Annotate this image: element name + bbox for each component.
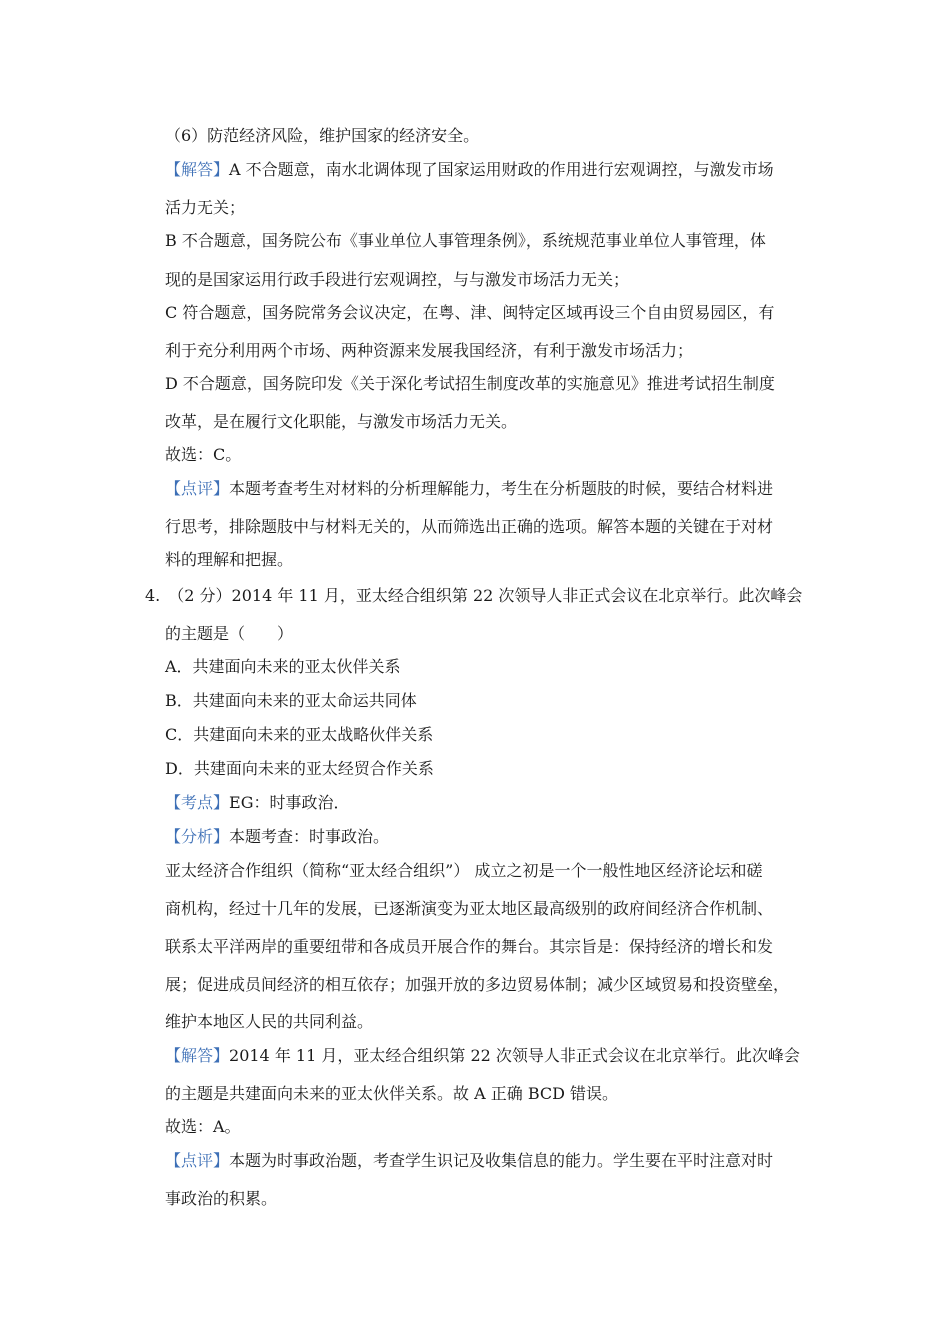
q4-answer-line-1: 【解答】2014 年 11 月，亚太经合组织第 22 次领导人非正式会议在北京举行。此次峰会	[165, 1046, 800, 1065]
prev-comment-line-3: 料的理解和把握。	[165, 550, 294, 569]
exam-point: 【考点】EG：时事政治．	[165, 793, 350, 812]
prev-point-6: （6）防范经济风险，维护国家的经济安全。	[165, 126, 480, 145]
analysis-line-4: 展；促进成员间经济的相互依存；加强开放的多边贸易体制；减少区域贸易和投资壁垒，	[165, 975, 790, 994]
question-number: 4.	[145, 586, 161, 605]
option-a: A．共建面向未来的亚太伙伴关系	[165, 657, 401, 676]
analysis-tag: 【分析】	[165, 827, 230, 846]
option-d: D．共建面向未来的亚太经贸合作关系	[165, 759, 434, 778]
analysis-heading: 【分析】本题考查：时事政治。	[165, 827, 390, 846]
prev-answer-line-4: 现的是国家运用行政手段进行宏观调控，与与激发市场活力无关；	[165, 270, 630, 289]
point-tag: 【考点】	[165, 793, 230, 812]
prev-comment-line-1: 【点评】本题考查考生对材料的分析理解能力，考生在分析题肢的时候，要结合材料进	[165, 479, 774, 498]
comment-tag: 【点评】	[165, 479, 230, 498]
comment-tag: 【点评】	[165, 1151, 230, 1170]
q4-choice: 故选：A。	[165, 1117, 241, 1136]
prev-comment-line-2: 行思考，排除题肢中与材料无关的，从而筛选出正确的选项。解答本题的关键在于对材	[165, 517, 774, 536]
analysis-line-2: 商机构，经过十几年的发展，已逐渐演变为亚太地区最高级别的政府间经济合作机制、	[165, 899, 774, 918]
answer-tag: 【解答】	[165, 160, 230, 179]
question-4-stem-line-1: 4. （2 分）2014 年 11 月，亚太经合组织第 22 次领导人非正式会议在北京举行。此次峰会	[145, 586, 803, 605]
analysis-line-1: 亚太经济合作组织（简称“亚太经合组织”） 成立之初是一个一般性地区经济论坛和磋	[165, 861, 763, 880]
prev-answer-line-6: 利于充分利用两个市场、两种资源来发展我国经济，有利于激发市场活力；	[165, 341, 694, 360]
option-c: C．共建面向未来的亚太战略伙伴关系	[165, 725, 434, 744]
q4-comment-line-1: 【点评】本题为时事政治题，考查学生识记及收集信息的能力。学生要在平时注意对时	[165, 1151, 774, 1170]
prev-answer-line-2: 活力无关；	[165, 198, 246, 217]
prev-choice: 故选：C。	[165, 445, 242, 464]
prev-answer-line-8: 改革，是在履行文化职能，与激发市场活力无关。	[165, 412, 518, 431]
q4-comment-line-2: 事政治的积累。	[165, 1189, 278, 1208]
q4-answer-line-2: 的主题是共建面向未来的亚太伙伴关系。故 A 正确 BCD 错误。	[165, 1084, 619, 1103]
prev-answer-line-3: B 不合题意，国务院公布《事业单位人事管理条例》，系统规范事业单位人事管理，体	[165, 231, 766, 250]
prev-answer-line-7: D 不合题意，国务院印发《关于深化考试招生制度改革的实施意见》推进考试招生制度	[165, 374, 775, 393]
prev-answer-line-5: C 符合题意，国务院常务会议决定，在粤、津、闽特定区域再设三个自由贸易园区，有	[165, 303, 775, 322]
question-4-stem-line-2: 的主题是（ ）	[165, 624, 294, 643]
analysis-line-5: 维护本地区人民的共同利益。	[165, 1012, 374, 1031]
analysis-line-3: 联系太平洋两岸的重要纽带和各成员开展合作的舞台。其宗旨是：保持经济的增长和发	[165, 937, 774, 956]
option-b: B．共建面向未来的亚太命运共同体	[165, 691, 417, 710]
answer-tag: 【解答】	[165, 1046, 230, 1065]
prev-answer-line-1: 【解答】A 不合题意，南水北调体现了国家运用财政的作用进行宏观调控，与激发市场	[165, 160, 774, 179]
